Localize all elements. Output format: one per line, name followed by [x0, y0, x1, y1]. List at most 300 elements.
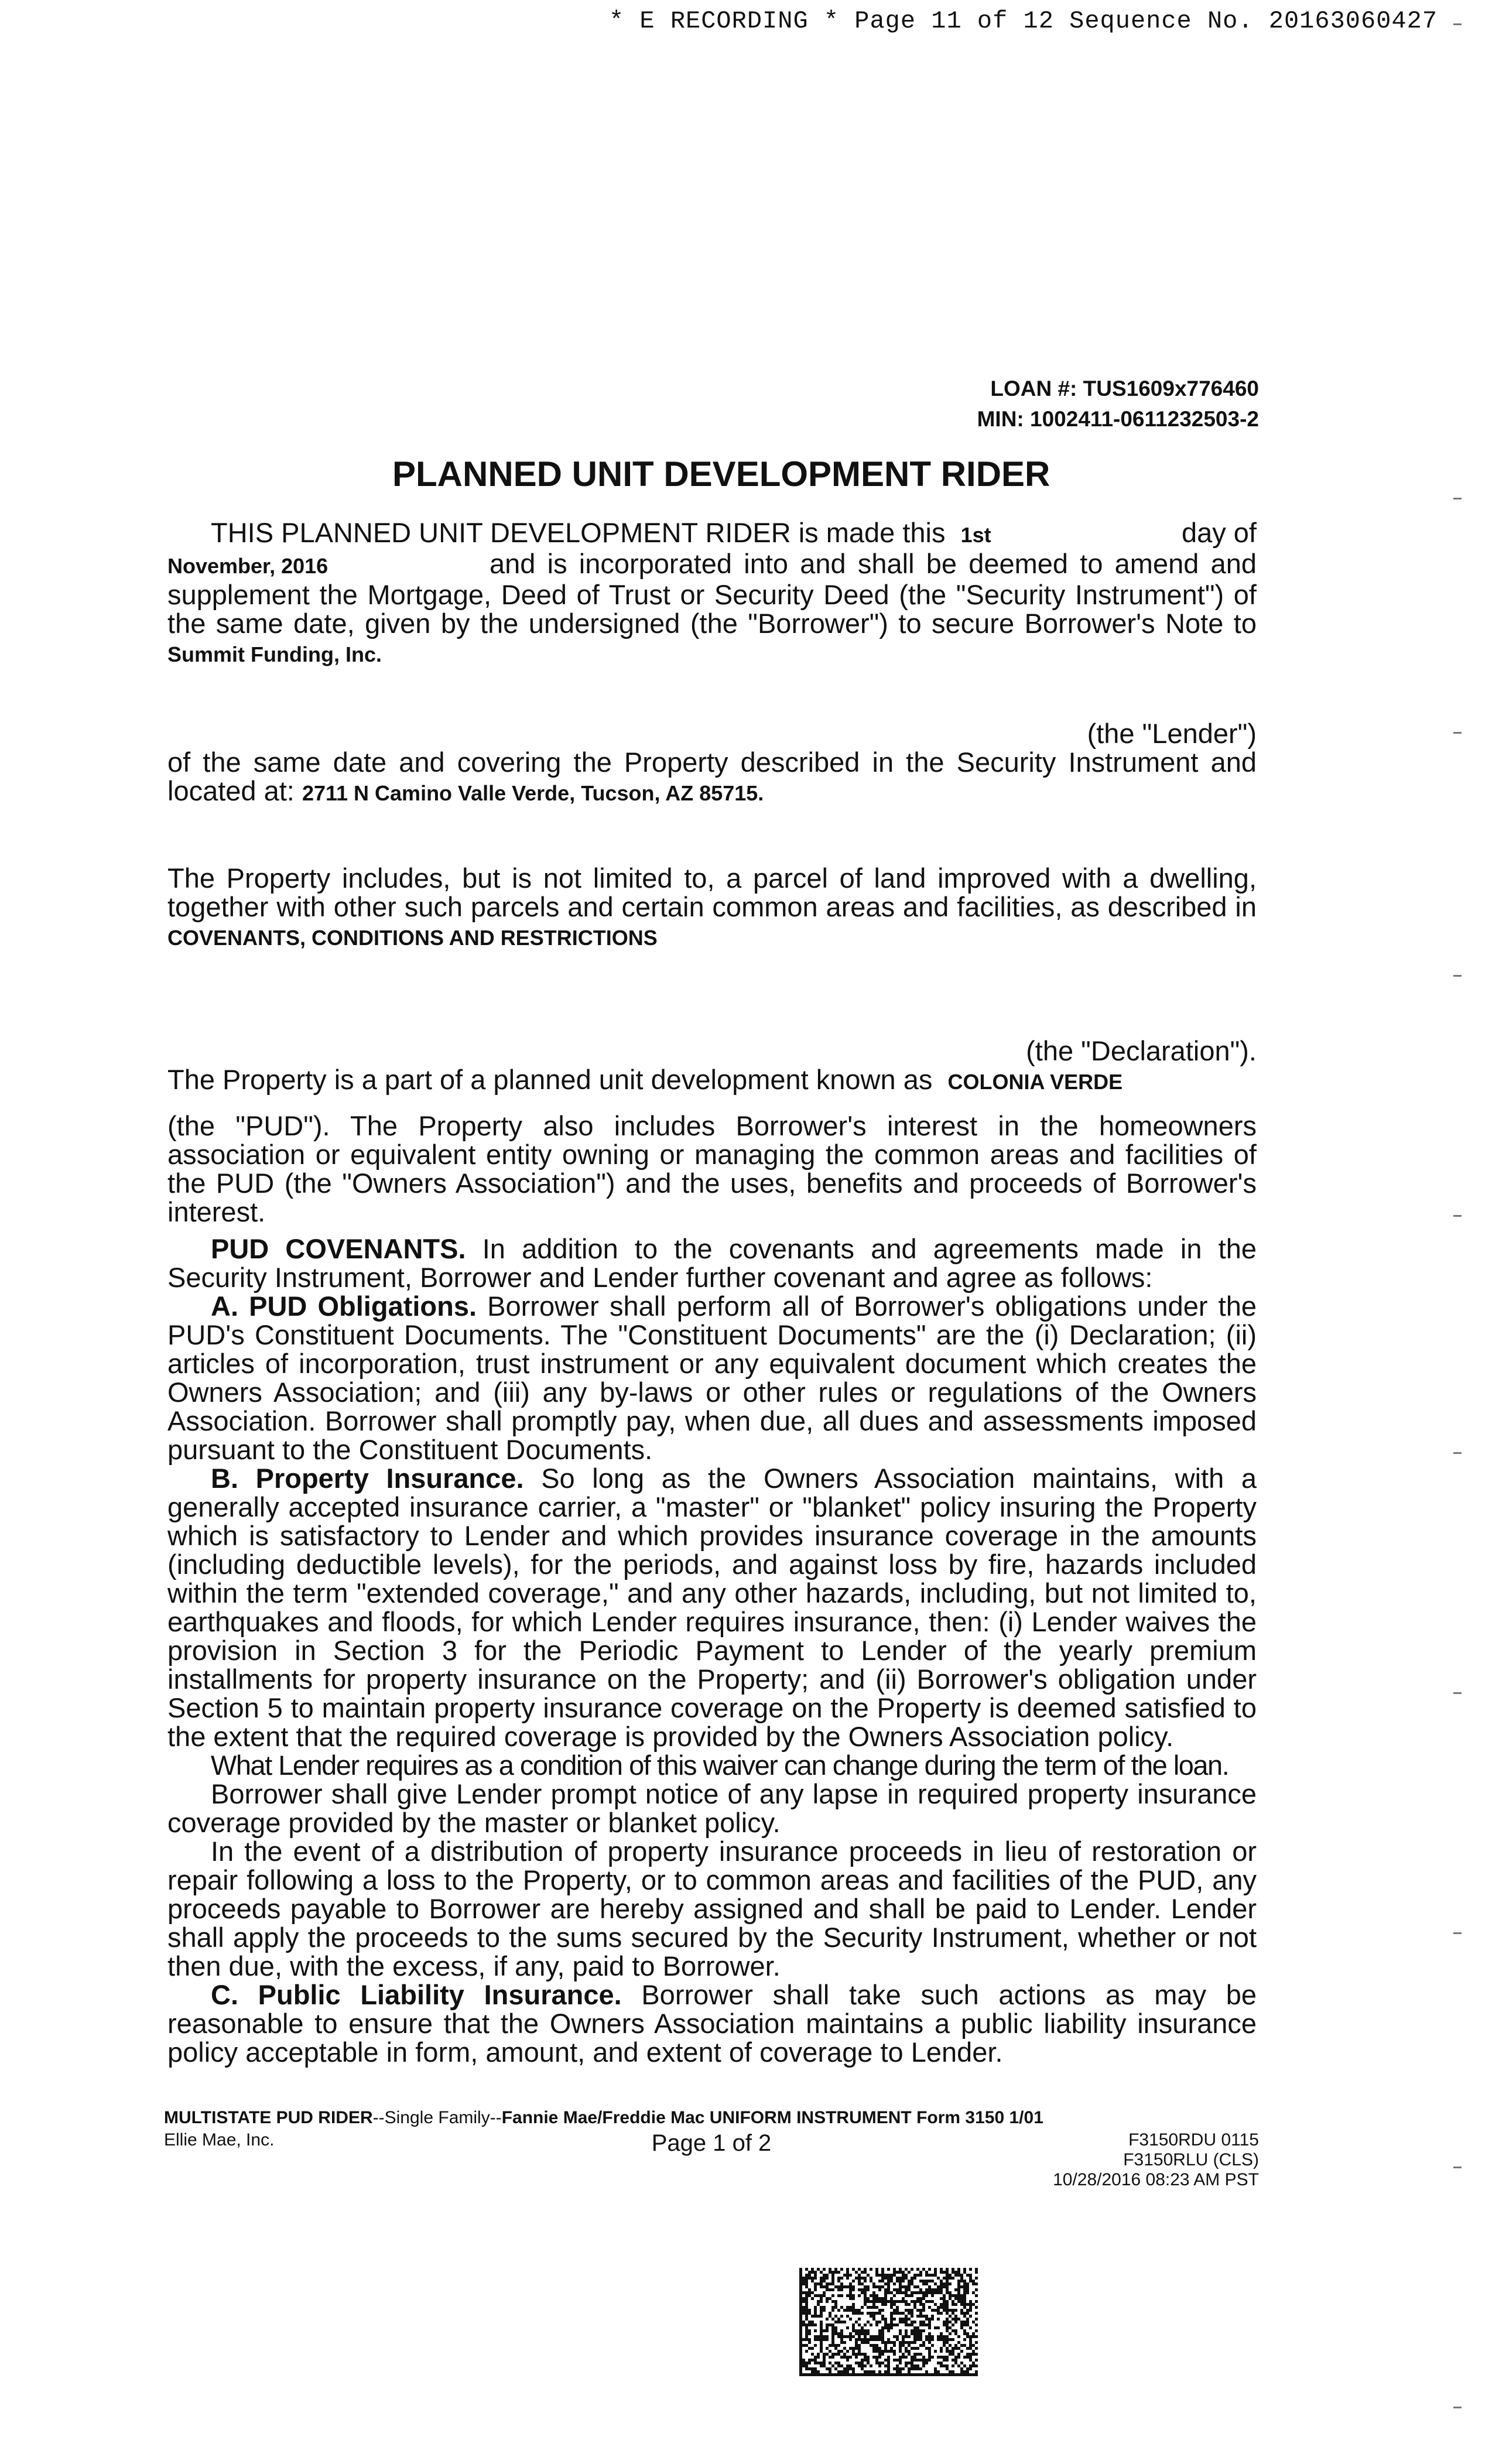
barcode-module: [946, 2356, 949, 2359]
barcode-module: [943, 2321, 946, 2323]
barcode-module: [925, 2288, 928, 2291]
barcode-module: [878, 2280, 881, 2282]
barcode-module: [834, 2329, 837, 2332]
barcode-module: [846, 2370, 849, 2373]
barcode-module: [896, 2370, 899, 2373]
barcode-module: [802, 2280, 805, 2282]
barcode-module: [864, 2300, 867, 2303]
barcode-module: [802, 2277, 805, 2280]
barcode-module: [852, 2297, 855, 2300]
barcode-module: [949, 2353, 952, 2356]
barcode-module: [890, 2315, 893, 2318]
barcode-module: [870, 2280, 872, 2282]
barcode-module: [814, 2288, 817, 2291]
barcode-module: [922, 2321, 925, 2323]
barcode-module: [808, 2373, 811, 2376]
barcode-module: [861, 2271, 864, 2274]
barcode-module: [799, 2285, 802, 2288]
barcode-module: [872, 2303, 875, 2306]
barcode-module: [913, 2373, 916, 2376]
barcode-module: [843, 2373, 846, 2376]
barcode-module: [911, 2356, 913, 2359]
barcode-module: [799, 2359, 802, 2362]
barcode-module: [905, 2309, 908, 2312]
form-name: MULTISTATE PUD RIDER: [164, 2108, 373, 2127]
covenant-a-heading: A. PUD Obligations.: [211, 1291, 477, 1322]
barcode-module: [916, 2297, 919, 2300]
barcode-module: [940, 2338, 943, 2341]
barcode-module: [799, 2356, 802, 2359]
barcode-module: [975, 2294, 978, 2297]
barcode-module: [826, 2338, 829, 2341]
pud-text-2: (the "PUD"). The Property also includes Borrower's interest in the homeowners association or equivalent entity owning or managing the common areas and facilities of the PUD (the "Owners Association") and the uses, benefits and proceeds of Borrower's interest.: [167, 1110, 1257, 1227]
barcode-module: [802, 2312, 805, 2315]
barcode-module: [799, 2297, 802, 2300]
barcode-module: [919, 2329, 922, 2332]
barcode-module: [805, 2280, 808, 2282]
barcode-module: [858, 2268, 861, 2271]
barcode-module: [846, 2309, 849, 2312]
barcode-module: [817, 2338, 820, 2341]
barcode-module: [925, 2335, 928, 2338]
barcode-module: [826, 2326, 829, 2329]
barcode-module: [858, 2277, 861, 2280]
barcode-module: [808, 2359, 811, 2362]
barcode-module: [972, 2332, 975, 2335]
barcode-module: [858, 2338, 861, 2341]
barcode-module: [875, 2335, 878, 2338]
barcode-module: [905, 2350, 908, 2353]
barcode-module: [975, 2364, 978, 2367]
barcode-module: [814, 2306, 817, 2309]
barcode-module: [905, 2315, 908, 2318]
barcode-module: [852, 2326, 855, 2329]
barcode-module: [837, 2350, 840, 2353]
barcode-module: [960, 2277, 963, 2280]
covenant-b-heading: B. Property Insurance.: [211, 1463, 524, 1494]
barcode-module: [805, 2323, 808, 2326]
barcode-module: [911, 2323, 913, 2326]
barcode-module: [799, 2353, 802, 2356]
barcode-module: [916, 2268, 919, 2271]
barcode-module: [922, 2268, 925, 2271]
barcode-module: [963, 2315, 966, 2318]
barcode-module: [949, 2291, 952, 2294]
barcode-module: [957, 2271, 960, 2274]
barcode-module: [963, 2280, 966, 2282]
barcode-module: [849, 2285, 852, 2288]
barcode-module: [946, 2347, 949, 2350]
barcode-module: [826, 2300, 829, 2303]
barcode-module: [872, 2291, 875, 2294]
barcode-module: [852, 2306, 855, 2309]
barcode-module: [896, 2309, 899, 2312]
barcode-module: [799, 2309, 802, 2312]
barcode-module: [872, 2297, 875, 2300]
barcode-module: [805, 2291, 808, 2294]
barcode-module: [799, 2277, 802, 2280]
barcode-module: [911, 2321, 913, 2323]
barcode-module: [908, 2373, 911, 2376]
barcode-module: [814, 2323, 817, 2326]
barcode-module: [937, 2312, 940, 2315]
barcode-module: [975, 2335, 978, 2338]
barcode-module: [814, 2373, 817, 2376]
recording-header: * E RECORDING * Page 11 of 12 Sequence No. 20163060427: [609, 7, 1438, 35]
margin-mark: [1453, 1452, 1462, 1454]
barcode-module: [831, 2344, 834, 2347]
barcode-module: [799, 2306, 802, 2309]
barcode-module: [849, 2294, 852, 2297]
barcode-module: [975, 2359, 978, 2362]
barcode-module: [890, 2280, 893, 2282]
barcode-module: [808, 2274, 811, 2277]
barcode-module: [908, 2271, 911, 2274]
barcode-module: [837, 2309, 840, 2312]
barcode-module: [902, 2335, 905, 2338]
barcode-module: [846, 2367, 849, 2370]
barcode-module: [928, 2321, 931, 2323]
barcode-module: [799, 2321, 802, 2323]
barcode-module: [805, 2274, 808, 2277]
barcode-module: [928, 2274, 931, 2277]
barcode-module: [864, 2294, 867, 2297]
barcode-module: [826, 2318, 829, 2321]
barcode-module: [837, 2370, 840, 2373]
barcode-module: [960, 2294, 963, 2297]
barcode-module: [823, 2353, 826, 2356]
barcode-module: [855, 2312, 858, 2315]
barcode-module: [902, 2341, 905, 2344]
barcode-module: [943, 2341, 946, 2344]
barcode-module: [884, 2359, 887, 2362]
barcode-module: [960, 2303, 963, 2306]
barcode-module: [922, 2356, 925, 2359]
barcode-module: [969, 2356, 972, 2359]
lender-text: of the same date and covering the Property described in the Security Instrument and located at:: [167, 747, 1257, 806]
barcode-module: [861, 2326, 864, 2329]
barcode-module: [890, 2341, 893, 2344]
barcode-module: [946, 2300, 949, 2303]
company-name: Ellie Mae, Inc.: [164, 2130, 275, 2150]
barcode-module: [867, 2300, 870, 2303]
barcode-module: [919, 2271, 922, 2274]
barcode-module: [946, 2312, 949, 2315]
barcode-module: [890, 2277, 893, 2280]
barcode-module: [919, 2373, 922, 2376]
barcode-module: [875, 2300, 878, 2303]
barcode-module: [911, 2373, 913, 2376]
barcode-module: [905, 2274, 908, 2277]
barcode-module: [852, 2294, 855, 2297]
barcode-module: [805, 2326, 808, 2329]
barcode-module: [858, 2288, 861, 2291]
pud-text: The Property is a part of a planned unit development known as: [167, 1064, 933, 1095]
barcode-module: [872, 2312, 875, 2315]
barcode-module: [858, 2323, 861, 2326]
barcode-module: [826, 2285, 829, 2288]
barcode-module: [952, 2370, 954, 2373]
intro-paragraph: [167, 518, 1257, 669]
barcode-module: [881, 2350, 884, 2353]
barcode-module: [946, 2288, 949, 2291]
barcode-module: [823, 2291, 826, 2294]
barcode-module: [820, 2338, 823, 2341]
barcode-module: [902, 2344, 905, 2347]
barcode-module: [831, 2288, 834, 2291]
declaration-name: COVENANTS, CONDITIONS AND RESTRICTIONS: [167, 926, 658, 950]
barcode-module: [922, 2341, 925, 2344]
margin-mark: [1453, 732, 1462, 734]
barcode-module: [867, 2341, 870, 2344]
barcode-module: [799, 2335, 802, 2338]
barcode-module: [966, 2312, 969, 2315]
barcode-module: [934, 2291, 937, 2294]
barcode-module: [911, 2362, 913, 2364]
barcode-module: [946, 2321, 949, 2323]
barcode-module: [814, 2312, 817, 2315]
barcode-module: [846, 2271, 849, 2274]
barcode-module: [957, 2318, 960, 2321]
barcode-module: [826, 2347, 829, 2350]
barcode-module: [937, 2306, 940, 2309]
barcode-module: [952, 2318, 954, 2321]
barcode-module: [872, 2306, 875, 2309]
barcode-module: [820, 2332, 823, 2335]
barcode-module: [931, 2288, 934, 2291]
barcode-module: [960, 2344, 963, 2347]
barcode-module: [905, 2356, 908, 2359]
barcode-module: [913, 2277, 916, 2280]
property-text-1: The Property includes, but is not limited to, a parcel of land improved with a dwelling, together with other such parcels and certain common areas and facilities, as described in: [167, 863, 1257, 922]
barcode-module: [902, 2318, 905, 2321]
lender-paragraph: [167, 719, 1257, 807]
barcode-module: [855, 2353, 858, 2356]
barcode-module: [811, 2323, 814, 2326]
barcode-module: [799, 2280, 802, 2282]
barcode-module: [890, 2318, 893, 2321]
barcode-module: [949, 2274, 952, 2277]
barcode-module: [946, 2274, 949, 2277]
barcode-module: [905, 2332, 908, 2335]
barcode-module: [969, 2364, 972, 2367]
barcode-module: [820, 2341, 823, 2344]
barcode-module: [963, 2291, 966, 2294]
barcode-module: [834, 2347, 837, 2350]
barcode-module: [878, 2347, 881, 2350]
barcode-module: [957, 2373, 960, 2376]
barcode-module: [925, 2318, 928, 2321]
barcode-module: [881, 2271, 884, 2274]
barcode-module: [849, 2282, 852, 2285]
barcode-module: [884, 2344, 887, 2347]
barcode-module: [940, 2268, 943, 2271]
barcode-module: [852, 2350, 855, 2353]
barcode-module: [823, 2306, 826, 2309]
margin-mark: [1453, 1932, 1462, 1934]
barcode-module: [908, 2370, 911, 2373]
barcode-module: [963, 2338, 966, 2341]
barcode-module: [843, 2370, 846, 2373]
barcode-module: [949, 2277, 952, 2280]
barcode-module: [954, 2294, 957, 2297]
barcode-module: [872, 2350, 875, 2353]
barcode-module: [931, 2309, 934, 2312]
barcode-module: [911, 2300, 913, 2303]
barcode-module: [858, 2350, 861, 2353]
barcode-module: [823, 2294, 826, 2297]
barcode-module: [870, 2268, 872, 2271]
barcode-module: [969, 2338, 972, 2341]
barcode-module: [963, 2370, 966, 2373]
barcode-module: [937, 2288, 940, 2291]
barcode-module: [908, 2323, 911, 2326]
barcode-module: [837, 2294, 840, 2297]
barcode-module: [899, 2341, 902, 2344]
barcode-module: [890, 2373, 893, 2376]
barcode-module: [829, 2271, 831, 2274]
barcode-module: [928, 2373, 931, 2376]
barcode-module: [966, 2347, 969, 2350]
barcode-module: [881, 2277, 884, 2280]
barcode-module: [878, 2370, 881, 2373]
barcode-module: [875, 2306, 878, 2309]
barcode-module: [966, 2373, 969, 2376]
barcode-module: [834, 2303, 837, 2306]
barcode-module: [902, 2285, 905, 2288]
margin-mark: [1453, 1215, 1462, 1217]
barcode-module: [922, 2303, 925, 2306]
barcode-module: [940, 2364, 943, 2367]
barcode-module: [881, 2362, 884, 2364]
barcode-module: [928, 2356, 931, 2359]
barcode-module: [826, 2353, 829, 2356]
barcode-module: [934, 2303, 937, 2306]
barcode-module: [840, 2370, 843, 2373]
barcode-module: [843, 2335, 846, 2338]
barcode-module: [966, 2288, 969, 2291]
barcode-module: [896, 2367, 899, 2370]
barcode-module: [823, 2362, 826, 2364]
barcode-module: [975, 2268, 978, 2271]
barcode-module: [846, 2285, 849, 2288]
barcode-module: [963, 2323, 966, 2326]
barcode-module: [969, 2335, 972, 2338]
barcode-module: [902, 2280, 905, 2282]
barcode-module: [902, 2291, 905, 2294]
barcode-module: [840, 2321, 843, 2323]
barcode-module: [820, 2362, 823, 2364]
barcode-module: [837, 2344, 840, 2347]
barcode-module: [975, 2323, 978, 2326]
covenants-intro: In addition to the covenants and agreements made in the Security Instrument, Borrower and Lender further covenant and agree as follows:: [167, 1233, 1257, 1293]
barcode-module: [870, 2370, 872, 2373]
barcode-module: [826, 2335, 829, 2338]
barcode-module: [925, 2362, 928, 2364]
barcode-module: [943, 2277, 946, 2280]
barcode-module: [960, 2350, 963, 2353]
barcode-module: [887, 2362, 890, 2364]
barcode-module: [875, 2312, 878, 2315]
barcode-module: [858, 2373, 861, 2376]
barcode-module: [902, 2297, 905, 2300]
barcode-module: [864, 2271, 867, 2274]
barcode-module: [811, 2277, 814, 2280]
barcode-module: [952, 2303, 954, 2306]
barcode-module: [831, 2335, 834, 2338]
barcode-module: [969, 2277, 972, 2280]
margin-mark: [1453, 2167, 1462, 2168]
barcode-module: [916, 2274, 919, 2277]
barcode-module: [814, 2338, 817, 2341]
barcode-module: [969, 2326, 972, 2329]
declaration-label: (the "Declaration").: [1026, 1035, 1257, 1066]
barcode-module: [881, 2318, 884, 2321]
barcode-module: [952, 2271, 954, 2274]
barcode-module: [893, 2274, 896, 2277]
barcode-module: [911, 2367, 913, 2370]
barcode-module: [934, 2350, 937, 2353]
barcode-module: [899, 2282, 902, 2285]
barcode-module: [864, 2356, 867, 2359]
barcode-module: [975, 2353, 978, 2356]
barcode-module: [852, 2288, 855, 2291]
barcode-module: [887, 2338, 890, 2341]
barcode-module: [861, 2341, 864, 2344]
barcode-module: [814, 2309, 817, 2312]
barcode-module: [820, 2300, 823, 2303]
barcode-module: [884, 2347, 887, 2350]
barcode-module: [887, 2370, 890, 2373]
barcode-module: [957, 2294, 960, 2297]
barcode-module: [837, 2280, 840, 2282]
barcode-module: [881, 2297, 884, 2300]
barcode-module: [931, 2300, 934, 2303]
barcode-module: [834, 2344, 837, 2347]
barcode-module: [820, 2350, 823, 2353]
barcode-module: [823, 2338, 826, 2341]
barcode-module: [870, 2300, 872, 2303]
barcode-module: [911, 2315, 913, 2318]
barcode-module: [902, 2277, 905, 2280]
barcode-module: [893, 2367, 896, 2370]
barcode-module: [902, 2353, 905, 2356]
barcode-module: [975, 2282, 978, 2285]
barcode-module: [925, 2294, 928, 2297]
barcode-module: [908, 2344, 911, 2347]
barcode-module: [952, 2294, 954, 2297]
barcode-module: [969, 2309, 972, 2312]
barcode-module: [922, 2306, 925, 2309]
barcode-module: [826, 2288, 829, 2291]
barcode-module: [960, 2285, 963, 2288]
barcode-module: [817, 2362, 820, 2364]
barcode-module: [861, 2312, 864, 2315]
barcode-module: [963, 2294, 966, 2297]
barcode-module: [949, 2309, 952, 2312]
barcode-module: [893, 2373, 896, 2376]
barcode-module: [905, 2300, 908, 2303]
barcode-module: [837, 2277, 840, 2280]
barcode-module: [957, 2300, 960, 2303]
barcode-module: [805, 2306, 808, 2309]
barcode-module: [826, 2277, 829, 2280]
barcode-module: [952, 2323, 954, 2326]
barcode-module: [867, 2359, 870, 2362]
barcode-module: [829, 2373, 831, 2376]
barcode-module: [875, 2359, 878, 2362]
barcode-module: [799, 2347, 802, 2350]
